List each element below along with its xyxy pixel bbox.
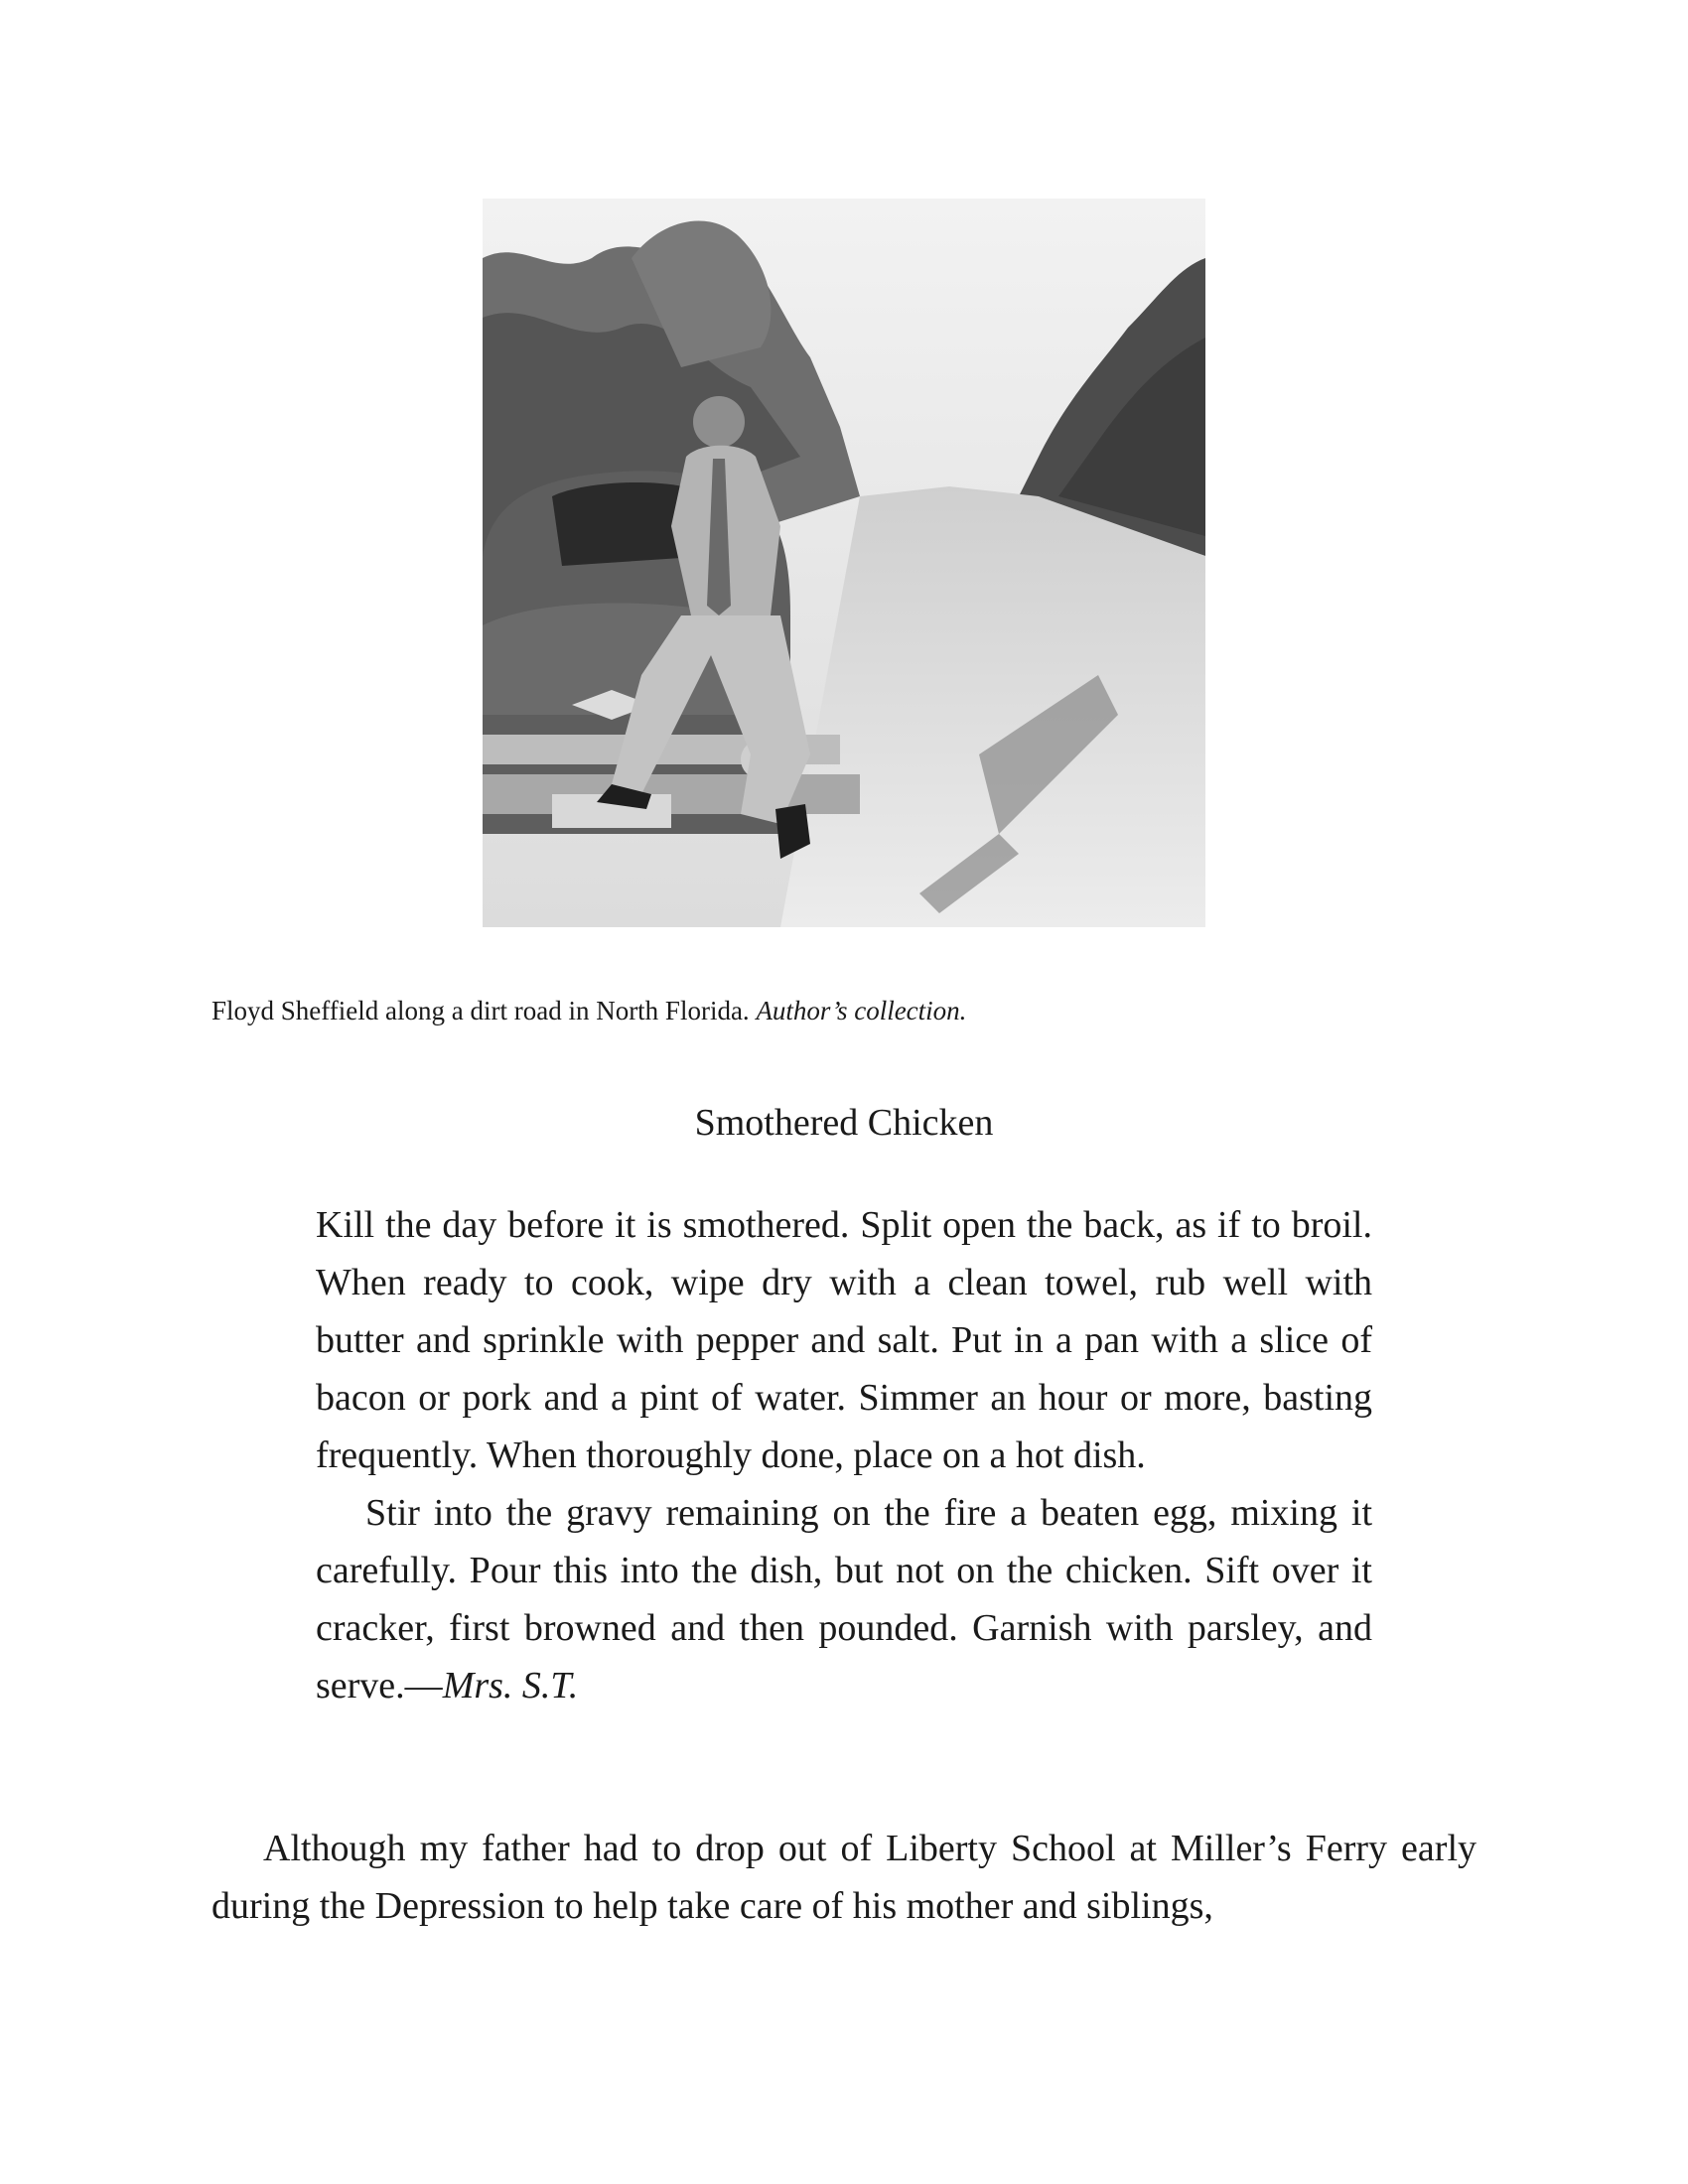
photograph <box>483 199 1205 927</box>
recipe-title: Smothered Chicken <box>694 1102 994 1144</box>
body-text <box>211 1820 1477 1935</box>
body-paragraph: Although my father had to drop out of Liberty School at Miller’s Ferry early during the Depression to help take care of his mother and siblings, <box>211 1828 1477 1927</box>
caption-text: Floyd Sheffield along a dirt road in North Florida. <box>211 996 750 1025</box>
recipe-paragraph-2-text: Stir into the gravy remaining on the fire a beaten egg, mixing it carefully. Pour this into the dish, but not on the chicken. Sift over it cracker, first browned and then pounded. Garnish with parsley, and serve.— <box>316 1492 1372 1706</box>
figure-caption <box>211 993 1502 1028</box>
caption-credit: Author’s collection. <box>756 996 967 1025</box>
recipe-block <box>316 1196 1372 1714</box>
photo-man-on-car <box>483 199 1205 927</box>
recipe-paragraph-2 <box>316 1484 1372 1714</box>
recipe-paragraph-1: Kill the day before it is smothered. Split open the back, as if to broil. When ready to cook, wipe dry with a clean towel, rub well with butter and sprinkle with pepper and salt. Put in a pan with a slice of bacon or pork and a pint of water. Simmer an hour or more, basting frequently. When thoroughly done, place on a hot dish. <box>316 1204 1372 1476</box>
recipe-attribution: Mrs. S.T. <box>442 1665 579 1706</box>
